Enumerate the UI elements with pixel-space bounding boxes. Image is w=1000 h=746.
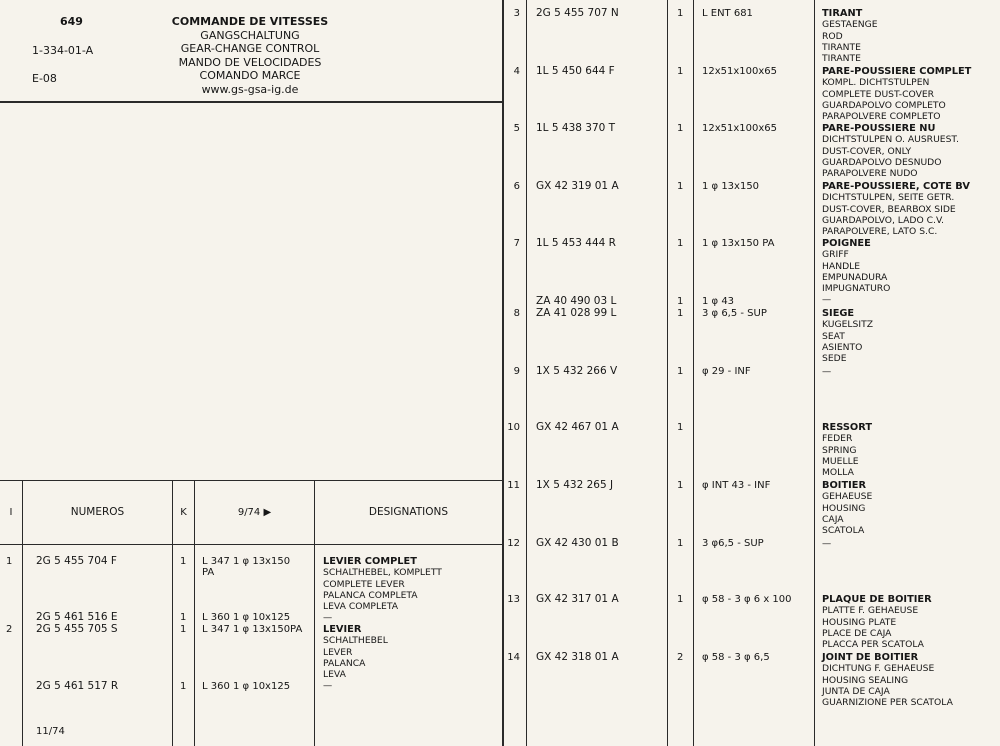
row-index: 11 [507,480,520,491]
designation-block [323,556,442,624]
row-index: 5 [513,123,520,134]
designation-line: MOLLA [822,467,854,479]
designation-line: GUARDAPOLVO DESNUDO [822,156,942,168]
part-qty: 1 [677,480,684,491]
table-header-bottom-border [0,544,503,545]
part-qty: 1 [677,366,684,377]
part-number: GX 42 430 01 B [536,537,619,549]
designation-block [822,538,831,549]
group-code: 1-334-01-A [32,44,94,57]
designation-block [822,66,971,122]
designation-line: DICHTSTULPEN O. AUSRUEST. [822,134,959,146]
footer-date: 11/74 [36,726,65,737]
part-number: 1X 5 432 265 J [536,479,614,491]
title-en: GEAR-CHANGE CONTROL [180,42,320,55]
designation-line: PARE-POUSSIERE NU [822,123,936,134]
designation-line: SCHALTHEBEL, KOMPLETT [323,567,442,579]
designation-line: KOMPL. DICHTSTULPEN [822,77,930,89]
part-number: 2G 5 455 704 F [36,555,117,567]
designation-line: LEVER [323,646,353,658]
part-ref: L 347 1 φ 13x150 [202,556,291,567]
designation-line: SCHALTHEBEL [323,635,388,647]
part-number: 2G 5 455 707 N [536,7,619,19]
designation-block [822,238,890,306]
designation-line: DUST-COVER, BEARBOX SIDE [822,203,956,215]
designation-line: HOUSING PLATE [822,616,897,628]
designation-line: PALANCA [323,657,366,669]
part-qty: 1 [677,181,684,192]
designation-line: PARE-POUSSIERE COMPLET [822,66,972,77]
right-col-divider-2 [667,0,668,746]
right-col-divider-4 [814,0,815,746]
left-col-divider-4 [314,480,315,746]
row-index: 1 [6,556,13,567]
designation-line: TIRANTE [822,53,861,65]
designation-line: RESSORT [822,422,873,433]
designation-line: SEDE [822,353,847,365]
designation-block [822,308,873,364]
col-header-date: 9/74 ▶ [237,507,272,518]
edition-code: E-08 [32,72,57,85]
part-number: 1X 5 432 266 V [536,365,618,377]
part-ref: φ 58 - 3 φ 6 x 100 [702,594,792,605]
part-ref: 3 φ 6,5 - SUP [702,308,767,319]
designation-line: PARE-POUSSIERE, COTE BV [822,181,970,192]
designation-line: KUGELSITZ [822,319,873,331]
part-number: GX 42 467 01 A [536,421,619,433]
part-qty: 1 [180,556,187,567]
designation-line: SEAT [822,330,845,342]
header-bottom-border [0,101,503,103]
designation-line: PLACE DE CAJA [822,627,892,639]
part-qty: 1 [677,594,684,605]
page-number: 649 [60,15,83,28]
row-index: 12 [507,538,520,549]
page-title: COMMANDE DE VITESSES [171,15,329,28]
part-qty: 1 [180,681,187,692]
row-index: 2 [6,624,13,635]
row-index: 6 [513,181,520,192]
designation-line: GRIFF [822,249,849,261]
designation-line: — [323,612,333,624]
designation-line: COMPLETE LEVER [323,578,405,590]
designation-line: FEDER [822,433,853,445]
part-number: ZA 41 028 99 L [536,307,617,319]
designation-line: — [822,366,832,377]
designation-line: — [822,294,832,306]
part-number: 1L 5 438 370 T [536,122,616,134]
designation-block [822,181,970,237]
designation-line: BOITIER [822,480,867,491]
designation-block [822,123,959,179]
part-number: 2G 5 461 516 E [36,611,118,623]
part-ref: φ 29 - INF [702,366,751,377]
part-ref: φ INT 43 - INF [702,480,771,491]
part-qty: 1 [677,238,684,249]
designation-line: JOINT DE BOITIER [822,652,919,663]
part-ref: L ENT 681 [702,8,753,19]
website-link[interactable]: www.gs-gsa-ig.de [201,82,299,96]
right-col-divider-1 [526,0,527,746]
designation-line: TIRANTE [822,41,861,53]
designation-line: PARAPOLVERE NUDO [822,168,918,180]
designation-line: CAJA [822,513,844,525]
part-number: 1L 5 450 644 F [536,65,615,77]
part-qty: 1 [677,123,684,134]
part-ref-suffix: PA [202,567,215,578]
designation-block [822,480,872,536]
designation-line: PLATTE F. GEHAEUSE [822,605,919,617]
designation-line: MUELLE [822,455,859,467]
designation-line: COMPLETE DUST-COVER [822,88,935,100]
row-index: 7 [513,238,520,249]
designation-line: DUST-COVER, ONLY [822,145,912,157]
designation-block [822,8,878,64]
designation-block [822,366,831,377]
title-de: GANGSCHALTUNG [200,28,300,42]
part-qty: 1 [677,422,684,433]
row-index: 9 [513,366,520,377]
designation-line: SPRING [822,444,857,456]
designation-line: PLACCA PER SCATOLA [822,639,924,651]
row-index: 13 [507,594,520,605]
designation-line: TIRANT [822,8,863,19]
designation-block [822,652,953,708]
part-ref: 1 φ 43 [702,296,735,307]
part-qty: 1 [180,612,187,623]
designation-line: SCATOLA [822,525,865,537]
designation-line: PALANCA COMPLETA [323,589,418,601]
part-number: 2G 5 461 517 R [36,680,119,692]
designation-line: DICHTSTULPEN, SEITE GETR. [822,192,955,204]
designation-line: IMPUGNATURO [822,283,891,295]
designation-line: POIGNEE [822,238,871,249]
designation-line: EMPUNADURA [822,271,888,283]
col-header-index: I [9,507,13,518]
part-number: GX 42 317 01 A [536,593,619,605]
col-header-qty: K [180,507,187,518]
designation-line: HOUSING [822,502,866,514]
part-ref: L 360 1 φ 10x125 [202,681,291,692]
designation-line: — [822,538,832,549]
designation-line: — [323,680,333,692]
part-number: 1L 5 453 444 R [536,237,616,249]
col-header-numbers: NUMEROS [70,506,125,518]
part-qty: 1 [677,308,684,319]
title-es: MANDO DE VELOCIDADES [178,55,322,69]
right-col-divider-3 [693,0,694,746]
part-ref: 1 φ 13x150 PA [702,238,775,249]
row-index: 3 [513,8,520,19]
col-header-designations: DESIGNATIONS [368,506,449,518]
designation-line: ASIENTO [822,341,863,353]
left-col-divider-1 [22,480,23,746]
table-top-border [0,480,503,481]
part-qty: 2 [677,652,684,663]
page-title-block [150,15,350,96]
part-ref: L 347 1 φ 13x150PA [202,624,303,635]
designation-line: GESTAENGE [822,19,878,31]
part-qty: 1 [677,538,684,549]
part-ref: φ 58 - 3 φ 6,5 [702,652,770,663]
designation-line: PARAPOLVERE, LATO S.C. [822,226,938,238]
part-ref: 1 φ 13x150 [702,181,760,192]
designation-line: DICHTUNG F. GEHAEUSE [822,663,935,675]
part-number: GX 42 319 01 A [536,180,619,192]
designation-line: PARAPOLVERE COMPLETO [822,111,941,123]
row-index: 10 [507,422,520,433]
left-col-divider-3 [194,480,195,746]
part-number: ZA 40 490 03 L [536,295,617,307]
designation-line: GEHAEUSE [822,491,873,503]
part-number: 2G 5 455 705 S [36,623,118,635]
left-col-divider-2 [172,480,173,746]
part-ref: 12x51x100x65 [702,123,778,134]
part-ref: 3 φ6,5 - SUP [702,538,764,549]
part-qty: 1 [180,624,187,635]
part-qty: 1 [677,8,684,19]
designation-line: LEVA [323,669,346,681]
row-index: 14 [507,652,520,663]
designation-line: GUARDAPOLVO, LADO C.V. [822,214,944,226]
part-number: GX 42 318 01 A [536,651,619,663]
designation-block [822,594,932,650]
part-qty: 1 [677,66,684,77]
designation-line: HOUSING SEALING [822,674,909,686]
designation-block [323,624,388,692]
title-it: COMANDO MARCE [199,69,301,82]
designation-line: LEVIER COMPLET [323,556,417,567]
part-qty: 1 [677,296,684,307]
part-ref: 12x51x100x65 [702,66,778,77]
designation-line: JUNTA DE CAJA [822,685,890,697]
designation-line: SIEGE [822,308,855,319]
designation-line: LEVIER [323,624,362,635]
designation-line: ROD [822,30,843,42]
designation-line: GUARNIZIONE PER SCATOLA [822,697,953,709]
designation-line: LEVA COMPLETA [323,601,399,613]
row-index: 8 [513,308,520,319]
row-index: 4 [513,66,520,77]
designation-line: GUARDAPOLVO COMPLETO [822,99,946,111]
designation-line: PLAQUE DE BOITIER [822,594,932,605]
designation-block [822,422,872,478]
part-ref: L 360 1 φ 10x125 [202,612,291,623]
designation-line: HANDLE [822,260,861,272]
